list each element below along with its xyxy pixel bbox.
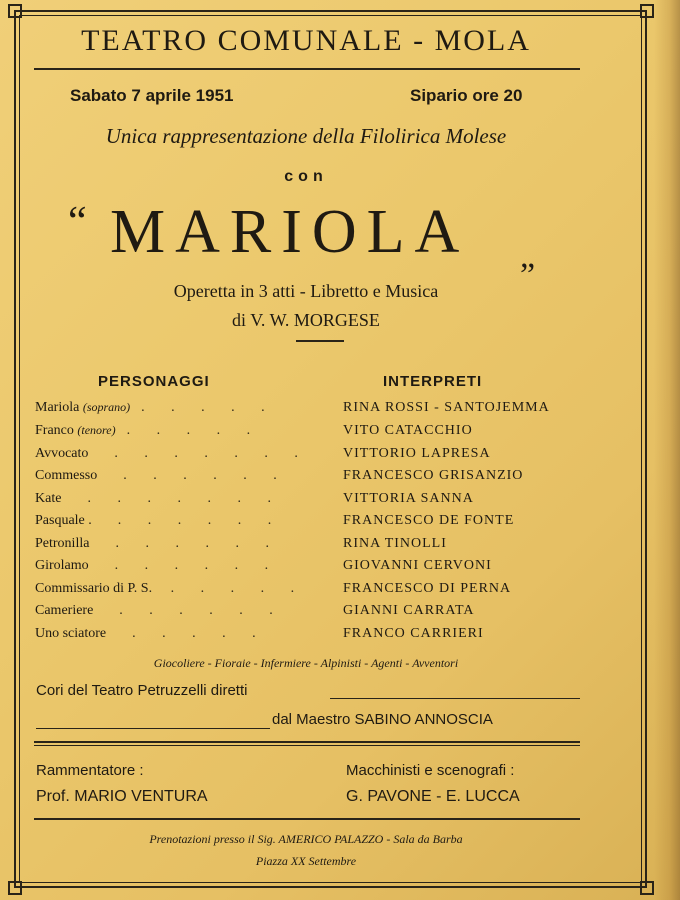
prompter-label: Rammentatore : xyxy=(36,762,144,779)
chorus-line-2: dal Maestro SABINO ANNOSCIA xyxy=(272,711,493,728)
cast-role: Mariola (soprano) . . . . . xyxy=(35,400,269,415)
frame-corner-ornament xyxy=(8,4,22,18)
section-rule xyxy=(34,745,580,746)
cast-performer: GIANNI CARRATA xyxy=(343,603,475,618)
frame-corner-ornament xyxy=(640,4,654,18)
cast-role: Girolamo . . . . . . xyxy=(35,558,273,573)
cast-performer: FRANCO CARRIERI xyxy=(343,626,484,641)
stage-crew-label: Macchinisti e scenografi : xyxy=(346,762,515,779)
frame-corner-ornament xyxy=(640,881,654,895)
cast-performer: RINA TINOLLI xyxy=(343,536,447,551)
title-rule xyxy=(34,68,580,70)
cast-performer: FRANCESCO DE FONTE xyxy=(343,513,515,528)
section-rule xyxy=(34,741,580,743)
prompter-name: Prof. MARIO VENTURA xyxy=(36,788,208,805)
booking-address: Piazza XX Settembre xyxy=(255,854,357,868)
theatre-title: TEATRO COMUNALE - MOLA xyxy=(81,24,531,57)
extras-list: Giocoliere - Fioraie - Infermiere - Alpinisti - Agenti - Avventori xyxy=(153,656,459,670)
frame-corner-ornament xyxy=(8,881,22,895)
stage-crew-names: G. PAVONE - E. LUCCA xyxy=(346,788,520,805)
cast-role: Pasquale . . . . . . . xyxy=(35,513,276,528)
cast-performer: VITTORIA SANNA xyxy=(343,491,474,506)
close-quote: „ xyxy=(520,238,536,275)
footer-rule xyxy=(34,818,580,820)
booking-info: Prenotazioni presso il Sig. AMERICO PALAZZO - Sala da Barba xyxy=(149,832,463,846)
cast-performer: VITTORIO LAPRESA xyxy=(343,446,491,461)
cast-role: Franco (tenore) . . . . . xyxy=(35,423,255,438)
performers-header: INTERPRETI xyxy=(383,373,483,390)
show-author: di V. W. MORGESE xyxy=(232,310,380,330)
cast-role: Uno sciatore . . . . . xyxy=(35,626,260,641)
cast-role: Commesso . . . . . . xyxy=(35,468,281,483)
cast-performer: FRANCESCO GRISANZIO xyxy=(343,468,524,483)
cast-role: Kate . . . . . . . xyxy=(35,491,275,506)
cast-performer: FRANCESCO DI PERNA xyxy=(343,581,512,596)
curtain-time: Sipario ore 20 xyxy=(410,86,523,105)
show-title: MARIOLA xyxy=(110,198,470,266)
open-quote: “ xyxy=(68,199,87,245)
ornament-divider xyxy=(296,340,344,342)
cast-performer: GIOVANNI CERVONI xyxy=(343,558,492,573)
cast-role: Avvocato . . . . . . . xyxy=(35,446,302,461)
cast-performer: RINA ROSSI - SANTOJEMMA xyxy=(343,400,550,415)
cast-performer: VITO CATACCHIO xyxy=(343,423,473,438)
roles-header: PERSONAGGI xyxy=(98,373,210,390)
performance-date: Sabato 7 aprile 1951 xyxy=(70,86,234,105)
chorus-line-1: Cori del Teatro Petruzzelli diretti xyxy=(36,682,248,699)
cast-role: Cameriere . . . . . . xyxy=(35,603,277,618)
con-label: con xyxy=(284,168,328,185)
chorus-rule xyxy=(36,728,270,729)
aged-edge xyxy=(654,0,680,900)
show-description: Operetta in 3 atti - Libretto e Musica xyxy=(173,281,439,301)
cast-role: Petronilla . . . . . . xyxy=(35,536,273,551)
event-subtitle: Unica rappresentazione della Filolirica Molese xyxy=(105,124,507,148)
chorus-rule xyxy=(330,698,580,699)
cast-role: Commissario di P. S. . . . . . xyxy=(35,581,299,596)
